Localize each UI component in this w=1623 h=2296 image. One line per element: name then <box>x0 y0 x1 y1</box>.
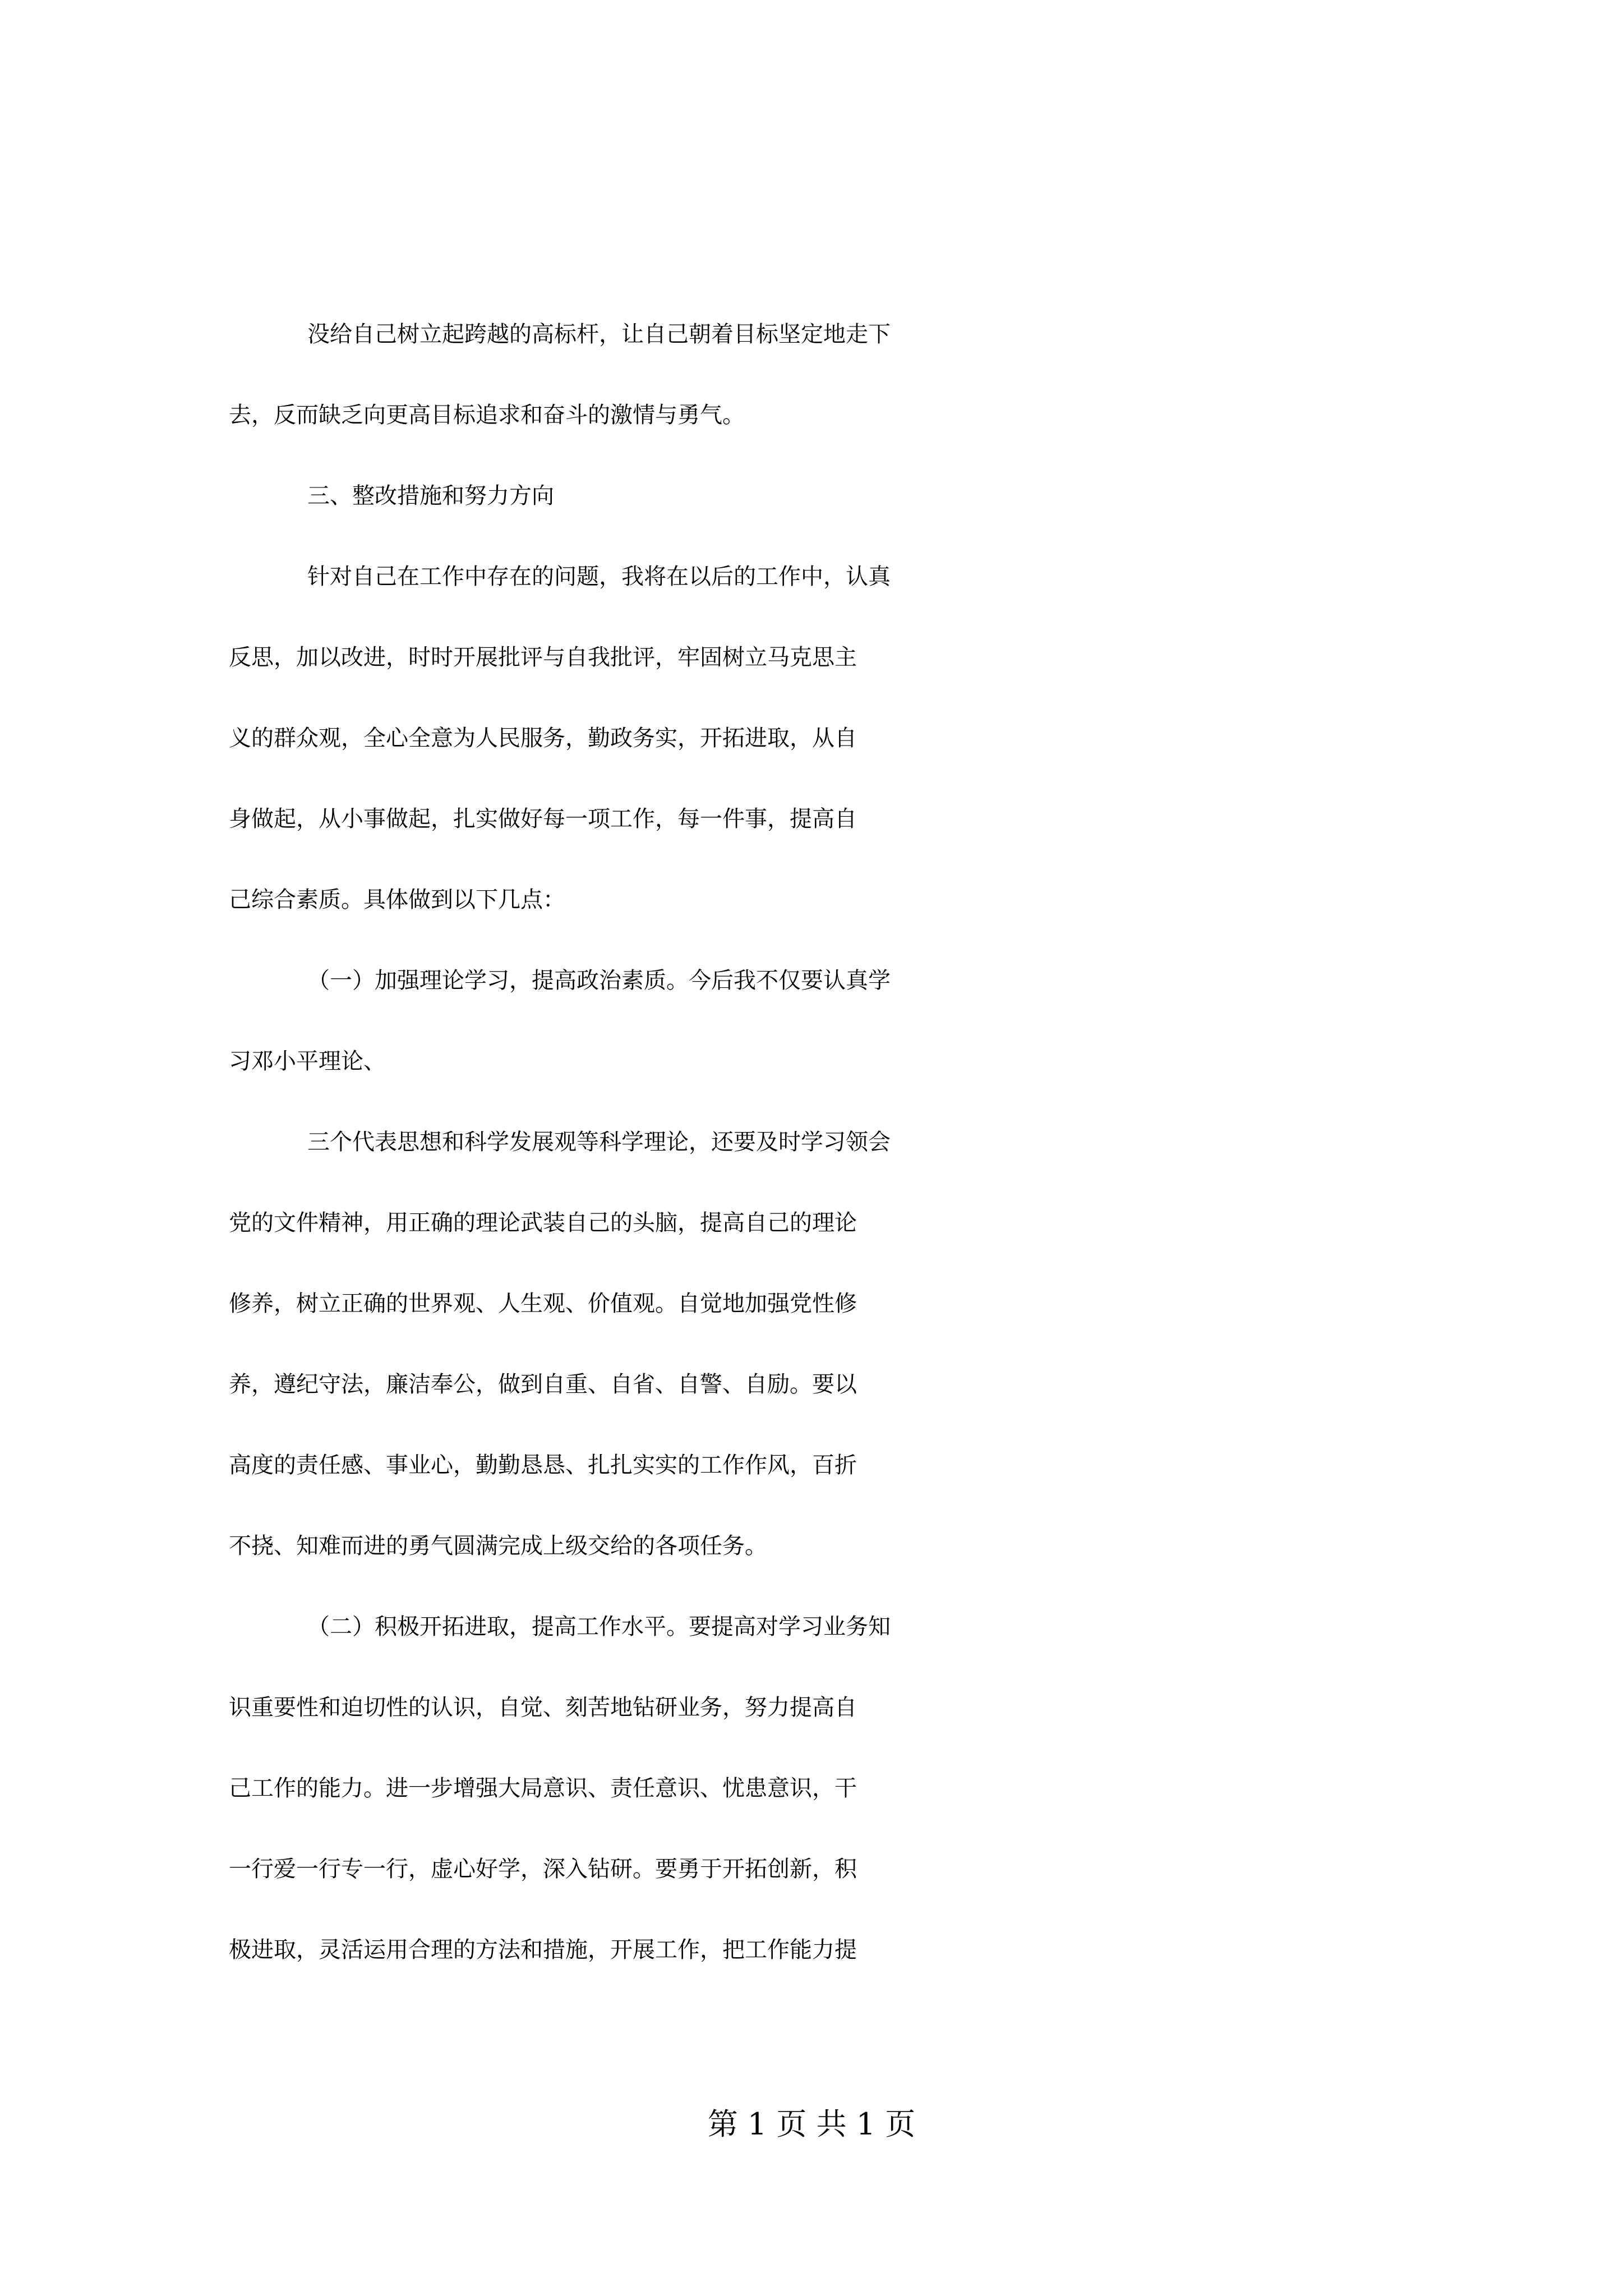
text-line: 修养，树立正确的世界观、人生观、价值观。自觉地加强党性修 <box>229 1291 857 1317</box>
text-line: 识重要性和迫切性的认识，自觉、刻苦地钻研业务，努力提高自 <box>229 1695 857 1720</box>
text-line: 己综合素质。具体做到以下几点： <box>229 887 565 913</box>
text-line: 身做起，从小事做起，扎实做好每一项工作，每一件事，提高自 <box>229 806 857 832</box>
text-line: 去，反而缺乏向更高目标追求和奋斗的激情与勇气。 <box>229 402 745 428</box>
text-line: 针对自己在工作中存在的问题，我将在以后的工作中，认真 <box>307 564 891 590</box>
text-line: 三个代表思想和科学发展观等科学理论，还要及时学习领会 <box>307 1129 891 1155</box>
text-line: 高度的责任感、事业心，勤勤恳恳、扎扎实实的工作作风，百折 <box>229 1452 857 1478</box>
text-line: 极进取，灵活运用合理的方法和措施，开展工作，把工作能力提 <box>229 1937 857 1963</box>
text-line: 己工作的能力。进一步增强大局意识、责任意识、忧患意识，干 <box>229 1775 857 1801</box>
subsection-line: （一）加强理论学习，提高政治素质。今后我不仅要认真学 <box>307 968 891 993</box>
text-line: 反思，加以改进，时时开展批评与自我批评，牢固树立马克思主 <box>229 645 857 670</box>
text-line: 一行爱一行专一行，虚心好学，深入钻研。要勇于开拓创新，积 <box>229 1856 857 1882</box>
text-line: 没给自己树立起跨越的高标杆，让自己朝着目标坚定地走下 <box>307 321 891 347</box>
text-line: 习邓小平理论、 <box>229 1048 386 1074</box>
subsection-line: （二）积极开拓进取，提高工作水平。要提高对学习业务知 <box>307 1614 891 1640</box>
section-heading: 三、整改措施和努力方向 <box>307 483 554 509</box>
text-line: 不挠、知难而进的勇气圆满完成上级交给的各项任务。 <box>229 1533 767 1559</box>
text-line: 养，遵纪守法，廉洁奉公，做到自重、自省、自警、自励。要以 <box>229 1372 857 1397</box>
text-line: 义的群众观，全心全意为人民服务，勤政务实，开拓进取，从自 <box>229 725 857 751</box>
page-footer: 第 1 页 共 1 页 <box>707 2106 916 2142</box>
text-line: 党的文件精神，用正确的理论武装自己的头脑，提高自己的理论 <box>229 1210 857 1236</box>
